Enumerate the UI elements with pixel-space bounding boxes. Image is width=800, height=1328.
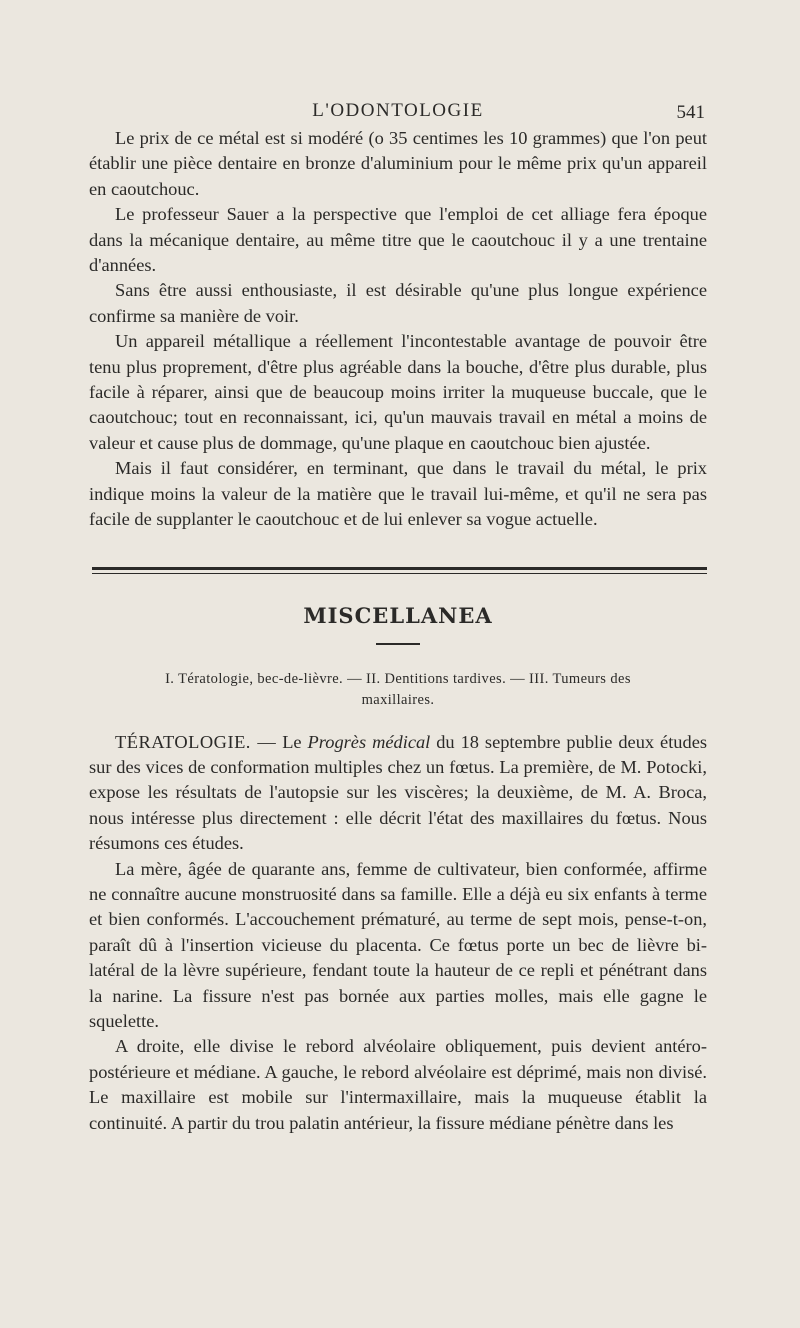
paragraph-mother: La mère, âgée de quarante ans, femme de cultivateur, bien conformée, affirme ne connaître aucune monstruosité dans sa famille. Elle a déjà eu six enfants à terme et bien conformés. L'accouchement prématuré, au terme de sept mois, pense-t-on, paraît dû à l'insertion vicieuse du placenta. Ce fœtus porte un bec de lièvre bi-latéral de la lèvre supérieure, fendant toute la hauteur de ce repli et pénétrant dans la narine. La fissure n'est pas bornée aux parties molles, mais elle gagne le squelette. bbox=[89, 858, 707, 1031]
divider-thin-line bbox=[92, 573, 707, 574]
teratologie-lead-in: TÉRATOLOGIE. — bbox=[115, 731, 277, 752]
paragraph-sauer: Le professeur Sauer a la perspective que l'emploi de cet alliage fera époque dans la mécanique dentaire, au même titre que le caoutchouc il y a une trentaine d'années. bbox=[89, 204, 707, 276]
contents-line: I. Tératologie, bec-de-lièvre. — II. Dentitions tardives. — III. Tumeurs des bbox=[165, 670, 631, 687]
contents-line: maxillaires. bbox=[361, 691, 435, 708]
section-contents bbox=[89, 669, 707, 711]
running-head bbox=[89, 96, 707, 126]
section-divider bbox=[92, 567, 707, 574]
paragraph-teratologie bbox=[89, 730, 707, 857]
section-title: MISCELLANEA bbox=[303, 602, 493, 628]
divider-thick-line bbox=[92, 567, 707, 570]
paragraph-fissure: A droite, elle divise le rebord alvéolaire obliquement, puis devient antéro-postérieure et médiane. A gauche, le rebord alvéolaire est déprimé, mais non divisé. Le maxillaire est mobile sur l'intermaxillaire, mais la muqueuse établit la continuité. A partir du trou palatin antérieur, la fissure médiane pénètre dans les bbox=[89, 1036, 707, 1133]
page-number: 541 bbox=[676, 102, 705, 123]
journal-name: Progrès médical bbox=[307, 731, 431, 752]
paragraph-advantages: Un appareil métallique a réellement l'incontestable avantage de pouvoir être tenu plus proprement, d'être plus agréable dans la bouche, d'être plus durable, plus facile à réparer, ainsi que de beaucoup moins irriter la muqueuse buccale, que le caoutchouc; tout en reconnaissant, ici, qu'un mauvais travail en métal a moins de valeur et cause plus de dommage, qu'une plaque en caoutchouc bien ajustée. bbox=[89, 331, 707, 453]
paragraph-enthusiasm: Sans être aussi enthousiaste, il est désirable qu'une plus longue expérience confirme sa manière de voir. bbox=[89, 280, 707, 326]
book-page bbox=[89, 96, 707, 1136]
title-underline bbox=[376, 643, 420, 645]
paragraph-conclusion: Mais il faut considérer, en terminant, que dans le travail du métal, le prix indique moins la valeur de la matière que le travail lui-même, et qu'il ne sera pas facile de supplanter le caoutchouc et de lui enlever sa vogue actuelle. bbox=[89, 458, 707, 530]
paragraph-price: Le prix de ce métal est si modéré (o 35 centimes les 10 grammes) que l'on peut établir une pièce dentaire en bronze d'aluminium pour le même prix qu'un appareil en caoutchouc. bbox=[89, 128, 707, 199]
teratologie-text-before: Le bbox=[276, 731, 308, 752]
journal-title: L'ODONTOLOGIE bbox=[312, 100, 484, 121]
teratologie-text-after: du 18 septembre publie deux études sur des vices de conformation multiples chez un fœtus. La première, de M. Potocki, expose les résultats de l'autopsie sur les viscères; la deuxième, de M. A. Broca, nous intéresse plus directement : elle décrit l'état des maxillaires du fœtus. Nous résumons ces études. bbox=[89, 731, 708, 854]
